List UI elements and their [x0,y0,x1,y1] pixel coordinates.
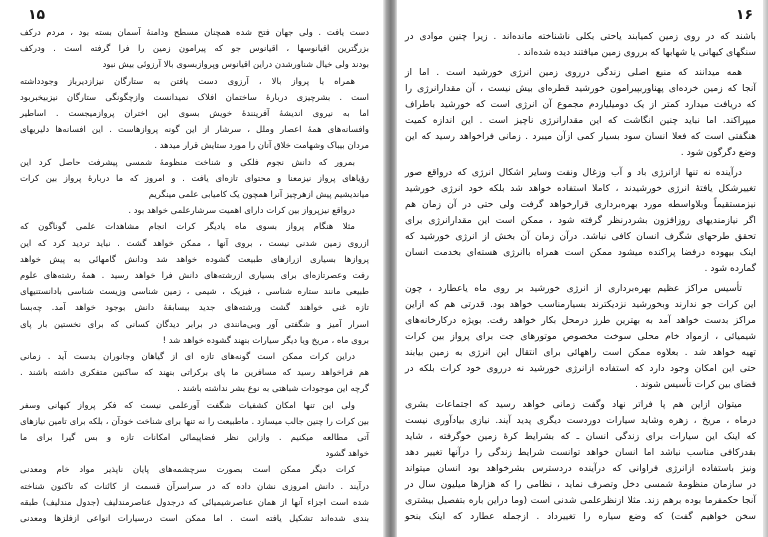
text-line: هم فراخواهد رسید که مسافرین ما پای برکراتی بنهند که ساکنین متفکری داشته باشند . [20,368,369,379]
text-line: آتی مطالعه میکنیم . وازاین نظر فضاپیمائی امکانات تازه و بس گیرا برای ما [20,433,369,444]
right-page [397,0,763,537]
text-line: درماه ، مریخ ، زهره وشاید سیارات دوردست دیگری پدید آیند. نیازی بیادآوری نیست [405,415,756,426]
text-line: پروازها بسیاری ازرازهای طبیعت گشوده خواهد شد ودانش گامهائی به پیش خواهد [20,254,369,265]
text-line: دراین کرات ممکن است گونه‌های تازه ای از گیاهان وجانوران بدست آید . زمانی [20,352,355,363]
paragraph [20,155,369,204]
text-line: میپراکند. اما نباید چنین انگاشت که این مقدارانرژی ناچیز است . این اندازه کمیت [405,115,756,126]
paragraph [405,165,756,277]
text-line: وضع دگرگون شود . [680,147,756,158]
text-line: میتوان ازاین هم پا فراتر نهاد وگفت زمانی خواهد رسید که اجتماعات بشری [405,399,742,410]
text-line: بودند ولی خیال شناورشدن دراین اقیانوس وپروازبسوی بالا آرزوئی بیش نبود [102,60,369,71]
paragraph [20,25,369,74]
text-line: بزرگترین اقیانوسها ، اقیانوس جو که پیرامون زمین را فرا گرفته است . ودرکف [20,44,369,55]
text-line: تهیه خواهد شد . بعلاوه ممکن است راههائی برای انتقال این انرژی به زمین بیابند [405,347,756,358]
text-line: بندی شده‌اند تشکیل یافته است . اما ممکن است درسیارات انواعی ازفلزها ومعدنی [20,514,369,525]
left-page [0,0,383,537]
page-edge [763,0,768,537]
text-line: آنجا که زمین خرده‌ای پهناوربپیرامون خورشید قطره‌ای بیش نیست ، آن مقدارانرژی را [405,83,756,94]
paragraph [405,281,756,393]
text-line: درآینده نه تنها ازانرژی باد و آب وزغال ونفت وسایر اشکال انرژی که درواقع صور [405,167,742,178]
text-line: گمارده شود . [704,263,756,274]
text-line: ولی این تنها امکان کشفیات شگفت آورعلمی نیست که فکر پرواز کیهانی وسفر [20,400,355,411]
text-line: اما به نیروی اندیشهٔ آفرینندهٔ خویش بسوی این اختران پروازمیجست . اساطیر [20,109,369,120]
text-line: تازه غنی خواهند گشت ورشته‌های جدید بیسابقهٔ دانش بوجود خواهد آمد. چه‌بسا [20,303,369,314]
text-line: خواهد گشود [325,449,369,460]
text-line: این کرات جو ندارند وبخورشید نزدیکترند بسیارمناسب خواهد بود. قدرتی هم که ازاین [405,299,756,310]
page-number: ۱۶ [735,7,753,23]
book-gutter [383,0,397,537]
text-line: تأسیس مراکز عظیم بهره‌برداری از انرژی خورشید بر روی ماه یاعطارد ، چون [405,283,742,294]
text-line: که اینک این سیارات برای زندگی انسان ـ که بشرایط کرهٔ زمین خوگرفته ، شاید [405,431,756,442]
text-line: مراکز بدست خواهد آمد به بهترین طرز درمحل بکار خواهد رفت. بویژه درکارخانه‌های [405,315,756,326]
text-line: رؤیاهای پرواز نیزمعنا و محتوای تازه‌ای یافت . و امروز که ما دربارهٔ پرواز بین کرات [20,173,369,184]
text-line: ازروی زمین شدنی نیست ، بروی آنها ، ممکن خواهد گشت . نباید تردید کرد که این [20,238,369,249]
text-line: اگر نیازمندیهای روزافزون بشردرنظر گرفته شود ، ممکن است این مقدارانرژی برای [405,215,756,226]
paragraph [20,462,369,527]
text-line: بروی ماه ، مریخ ویا دیگر سیارات بنهند گشوده خواهد شد ! [162,335,369,346]
text-line: بقدرکافی مناسب نباشد اما انسان خواهد توانست شرایط زندگی را درآنها تغییر دهد [405,447,756,458]
text-line: دست یافت . ولی جهان فتح شده همچنان مسطح ودامنهٔ آسمان بسته بود ، مردم درکف [20,28,369,38]
text-line: شده است اجزاء آنها از همان عناصرشیمیائی که درجدول عناصرمندلیف (جدول مندلیف) طبقه [20,497,369,508]
page-number: ۱۵ [28,7,46,23]
text-line: مثلا هنگام پرواز بسوی ماه یادیگر کرات انجام مشاهدات علمی گوناگون که [20,222,355,233]
text-line: بین کرات را چنین جالب میسازد . ماطبیعت را نه تنها برای شناخت خودآن ، بلکه برای تامین نیازهای [20,416,369,427]
text-line: باشند که در روی زمین کمیابند یاحتی بکلی ناشناخته مانده‌اند . زیرا چنین موادی در [405,31,756,42]
paragraph [20,219,369,349]
text-line: همراه با پرواز بالا ، آرزوی دست یافتن به ستارگان نیزازدیرباز وجودداشته [20,76,355,87]
page-text [405,29,756,525]
text-line: گرچه این موجودات شباهتی به نوع بشر نداشته باشند . [177,384,369,395]
text-line: درواقع نیزپرواز بین کرات دارای اهمیت سرشارعلمی خواهد بود . [128,206,355,217]
text-line: سنگهای کیهانی یا شهابها که برروی زمین میافتند دیده شده‌اند . [517,47,756,58]
text-line: نیزمستقیماً وبلاواسطه مورد بهره‌برداری قرارخواهد گرفت ولی حتی در آن زمان هم [405,199,756,210]
paragraph [20,74,369,155]
paragraph [20,203,369,219]
text-line: شیمیائی ، ازمواد خام محلی سوخت مخصوص موتورهای جت برای پرواز بین کرات [405,331,756,342]
text-line: هنگفتی است که فعلا انسان سود بسیار کمی ازآن میبرد . زمانی فراخواهد رسید که این [405,131,756,142]
text-line: است . بشرچیزی دربارهٔ ساختمان افلاک نمیدانست وازچگونگی ستارگان نیزبیخبربود [20,92,369,103]
text-line: اسرار آمیز و شگفتی آور وبی‌مانندی در برابر دیدگان کسانی که برای نخستین بار پای [20,319,369,330]
text-line: تحقق طرحهای شگرف انسان کافی نباشد. درآن زمان آن بخش از انرژی خورشید که [405,231,756,242]
text-line: کرات دیگر ممکن است بصورت سرچشمه‌های پایان ناپذیر مواد خام ومعدنی [20,465,355,476]
text-line: طبیعی مانند ستاره شناسی ، فیزیک ، شیمی ، زمین شناسی وزیست شناسی بادانستنیهای [20,287,369,298]
text-line: میاندیشیم پیش ازهرچیز آنرا همچون یک کامیابی علمی مینگریم [148,190,369,201]
text-line: سخن خواهیم گفت) که وضع سیاره را تغییرداد . ازجمله عطارد که اینک بنحو [405,511,756,522]
text-line: که دریافت میدارد کمتر از یک دومیلیاردم مجموع آن انرژی است که خورشید باطراف [405,99,756,110]
text-line: در سازمان منظومهٔ شمسی دخل وتصرف نماید ، نظامی را که هزارها میلیون سال در [405,479,756,490]
text-line: فضای بین کرات تأسیس شوند . [634,379,756,390]
text-line: اینک بیهوده درفضا پراکنده میشود ممکن است همراه باانرژی هسته‌ای بخدمت انسان [405,247,756,258]
text-line: درآیند . دانش امروزی نشان داده که در سراسرآن قسمت از کائنات که تاکنون شناخته [20,481,369,492]
text-line: ونیز باستفاده ازانرژی فراوانی که درآینده دردسترس بشرخواهد بود انسان میتواند [405,463,756,474]
text-line: تغییرشکل یافتهٔ انرژی خورشیدند ، کاملا استفاده خواهد شد بلکه خود انرژی خورشید [405,183,756,194]
text-line: مردان بیباک وشهامت خلاق آنان را مورد ستایش قرار میدهد . [154,141,369,152]
paragraph [405,397,756,525]
text-line: وافسانه‌های همهٔ اعصار وملل ، سرشار از این گونه پروازهاست . این افسانه‌ها دلیریهای [20,125,369,136]
paragraph [20,398,369,463]
text-line: رفت وعصرتازه‌ای برای بسیاری ازرشته‌های دانش فرا خواهد رسید . همهٔ رشته‌های علوم [20,271,369,282]
paragraph [405,65,756,161]
page-text [20,25,369,527]
text-line: بمرور که دانش نجوم فلکی و شناخت منظومهٔ شمسی پیشرفت حاصل کرد این [20,157,355,168]
paragraph [405,29,756,61]
text-line: همه میدانند که منبع اصلی زندگی درروی زمین انرژی خورشید است . اما از [405,67,742,78]
text-line: حتی این امکان وجود دارد که استفاده ازانرژی خورشید نه درروی خود کرات بلکه در [405,363,756,374]
paragraph [20,349,369,398]
text-line: آنجا حکمفرما بوده برهم زند. مثلا ازنظرعلمی شدنی است (وما دراین باره بتفصیل بیشتری [405,495,756,506]
